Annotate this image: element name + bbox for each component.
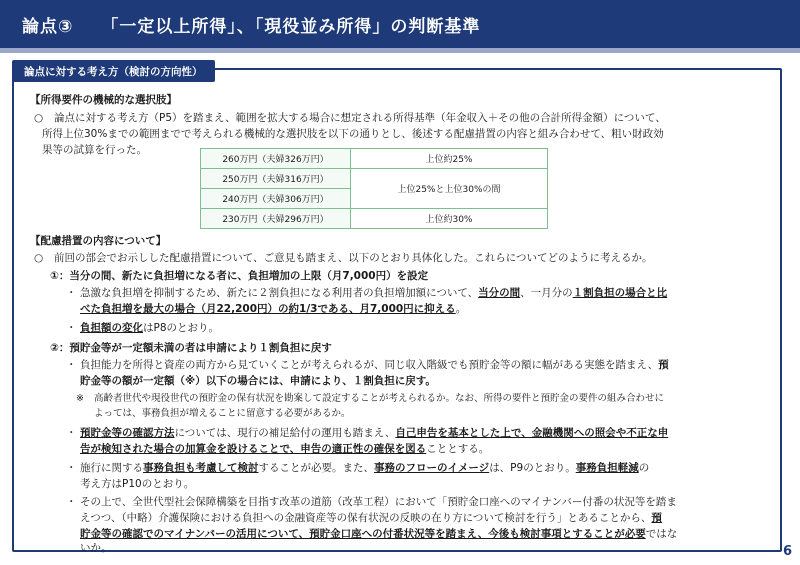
measures-heading: 【配慮措置の内容について】 — [30, 235, 167, 247]
title-bar — [0, 0, 800, 48]
table-cell: 250万円（夫婦316万円） — [201, 169, 351, 189]
emphasis-span: 預 — [651, 512, 662, 524]
s1-line3: 果等の試算を行った。 — [42, 144, 147, 156]
text-span: ではな — [645, 528, 678, 540]
text-span: 施行に関する — [80, 462, 143, 474]
income-options-heading: 【所得要件の機械的な選択肢】 — [30, 94, 177, 106]
s2-intro: 前回の部会でお示しした配慮措置について、ご意見も踏まえ、以下のとおり具体化した。これらについてどのように考えるか。 — [54, 252, 653, 264]
note-line-2: よっては、事務負担が増えることに留意する必要があるか。 — [94, 408, 351, 419]
s1-line1: 論点に対する考え方（P5）を踏まえ、範囲を拡大する場合に想定される所得基準（年金収入＋その他の合計所得金額）について、 — [54, 112, 666, 124]
note-mark: ※ — [76, 393, 84, 404]
text-span: することが必要。また、 — [258, 462, 374, 474]
page-number: 6 — [782, 544, 792, 559]
measure-2-bullet-2 — [80, 425, 668, 441]
emphasis-span: 当分の間 — [478, 287, 521, 299]
table-row — [201, 209, 548, 229]
emphasis-span: １割負担の場合と比 — [572, 287, 668, 299]
emphasis-span: 事務負担も考慮して検討 — [143, 462, 259, 474]
text-span: こととする。 — [426, 443, 490, 455]
measure-2-bullet-3-cont: 考え方はP10のとおり。 — [80, 478, 195, 490]
table-cell: 上位約30% — [351, 209, 548, 229]
emphasis-span: べた負担増を最大の場合（月22,200円）の約1/3である、月7,000円に抑える — [80, 303, 456, 315]
measure-1-title: ①：当分の間、新たに負担増になる者に、負担増加の上限（月7,000円）を設定 — [50, 270, 429, 282]
section-tab: 論点に対する考え方（検討の方向性） — [12, 60, 215, 82]
bullet-dot: ・ — [66, 427, 77, 439]
emphasis-span: 預貯金等の確認方法 — [80, 427, 175, 439]
bullet-circle: ○ — [34, 252, 44, 264]
emphasis-span: 貯金等の確認でのマイナンバーの活用について、預貯金口座への付番状況等を踏まえ、今後も検討事項とすることが必要 — [80, 528, 646, 540]
emphasis-span: 自己申告を基本とした上で、金融機関への照会や不正な申 — [395, 427, 669, 439]
table-cell: 240万円（夫婦306万円） — [201, 189, 351, 209]
bullet-dot: ・ — [66, 496, 77, 508]
table-cell: 上位25%と上位30%の間 — [351, 169, 548, 209]
text-span: はP8のとおり。 — [143, 322, 220, 334]
text-span: の — [638, 462, 650, 474]
bullet-dot: ・ — [66, 462, 77, 474]
measure-2-bullet-1 — [80, 357, 669, 373]
title-underline — [0, 48, 800, 53]
bullet-circle: ○ — [34, 112, 44, 124]
measure-1-bullet-1 — [80, 285, 667, 301]
text-span: 急激な負担増を抑制するため、新たに２割負担になる利用者の負担増加額について、 — [80, 287, 479, 299]
measure-2-bullet-3 — [80, 460, 649, 476]
emphasis-span: 告が検知された場合の加算金を設けることで、申告の適正性の確保を図る — [80, 443, 427, 455]
emphasis-span: 事務のフローのイメージ — [374, 462, 490, 474]
page-title: 「一定以上所得」、「現役並み所得」の判断基準 — [101, 16, 481, 37]
measure-2-bullet-4: その上で、全世代型社会保障構築を目指す改革の道筋（改革工程）において「預貯金口座へのマイナンバー付番の状況等を踏ま — [80, 496, 677, 508]
text-span: については、現行の補足給付の運用も踏まえ、 — [174, 427, 396, 439]
bullet-dot: ・ — [66, 322, 77, 334]
text-span: は、P9のとおり。 — [489, 462, 576, 474]
income-options-table — [200, 148, 548, 229]
emphasis-span: 負担額の変化 — [80, 322, 143, 334]
measure-2-bullet-4-cont3: いか。 — [80, 542, 112, 554]
measure-2-bullet-1-cont: 貯金等の額が一定額（※）以下の場合には、申請により、１割負担に戻す。 — [80, 375, 436, 387]
bullet-dot: ・ — [66, 287, 77, 299]
table-cell: 230万円（夫婦296万円） — [201, 209, 351, 229]
emphasis-span: 預 — [658, 359, 669, 371]
note-line-1: 高齢者世代や現役世代の預貯金の保有状況を勘案して設定することが考えられるか。なお、所得の要件と預貯金の要件の組み合わせに — [94, 393, 665, 404]
table-cell: 260万円（夫婦326万円） — [201, 149, 351, 169]
text-span: 。 — [455, 303, 467, 315]
table-cell: 上位約25% — [351, 149, 548, 169]
measure-2-title: ②：預貯金等が一定額未満の者は申請により１割負担に戻す — [50, 342, 332, 354]
emphasis-span: 事務負担軽減 — [575, 462, 639, 474]
bullet-dot: ・ — [66, 359, 77, 371]
text-span: 、一月分の — [520, 287, 573, 299]
table-row — [201, 149, 548, 169]
measure-2-bullet-2-cont — [80, 441, 489, 457]
s1-line2: 所得上位30%までの範囲までで考えられる機械的な選択肢を以下の通りとし、後述する配慮措置の内容と組み合わせて、粗い財政効 — [42, 128, 664, 140]
measure-2-bullet-4-cont2 — [80, 526, 677, 542]
text-span: 負担能力を所得と資産の両方から見ていくことが考えられるが、同じ収入階級でも預貯金等の額に幅がある実態を踏まえ、 — [80, 359, 659, 371]
measure-1-bullet-2 — [80, 320, 219, 336]
issue-number: 論点③ — [22, 16, 74, 37]
measure-2-bullet-4-cont — [80, 510, 662, 526]
text-span: えつつ、（中略）介護保険における負担への金融資産等の保有状況の反映の在り方について検討を行う」とあることから、 — [80, 512, 652, 524]
measure-1-bullet-1-cont — [80, 301, 466, 317]
table-row — [201, 169, 548, 189]
